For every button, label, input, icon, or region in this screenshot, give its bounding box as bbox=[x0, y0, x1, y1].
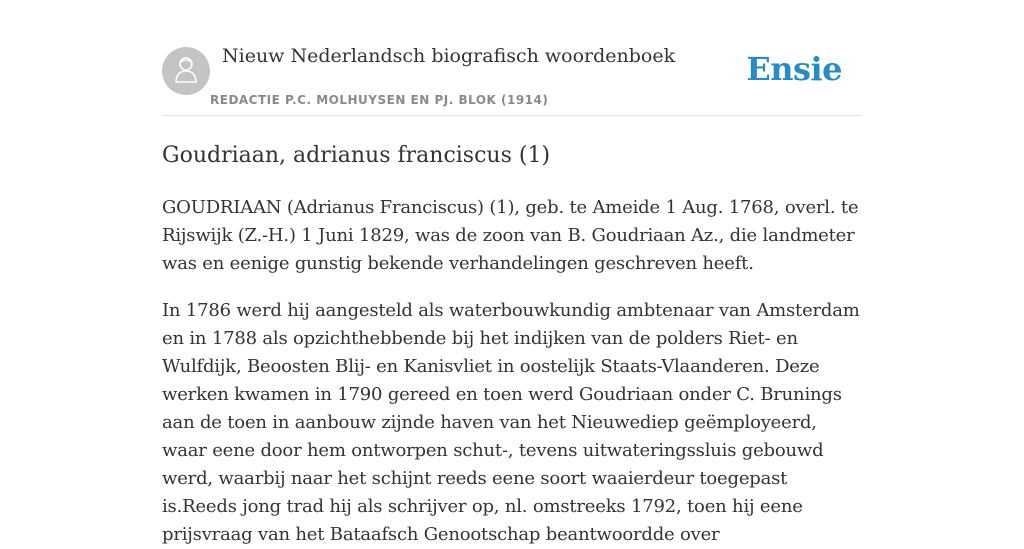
editors-subtitle: REDACTIE P.C. MOLHUYSEN EN PJ. BLOK (1914) bbox=[210, 93, 549, 107]
page bbox=[162, 0, 862, 549]
entry-paragraph: GOUDRIAAN (Adrianus Franciscus) (1), geb. te Ameide 1 Aug. 1768, overl. te Rijswijk (Z.-H.) 1 Juni 1829, was de zoon van B. Goudriaan Az., die landmeter was en eenige gunstig bekende verhandelingen geschreven heeft. bbox=[162, 197, 859, 274]
user-icon bbox=[173, 55, 199, 87]
header bbox=[162, 0, 862, 116]
entry-paragraph: In 1786 werd hij aangesteld als waterbouwkundig ambtenaar van Amsterdam en in 1788 als opzichthebbende bij het indijken van de polders Riet- en Wulfdijk, Beoosten Blij- en Kanisvliet in oostelijk Staats-Vlaanderen. Deze werken kwamen in 1790 gereed en toen werd Goudriaan onder C. Brunings aan de toen in aanbouw zijnde haven van het Nieuwediep geëmployeerd, waar eene door hem ontworpen schut-, tevens uitwateringssluis gebouwd werd, waarbij naar het schijnt reeds eene soort waaierdeur toegepast is.Reeds jong trad hij als schrijver op, nl. omstreeks 1792, toen hij eene prijsvraag van het Bataafsch Genootschap beantwoordde over bbox=[162, 300, 860, 545]
book-title[interactable]: Nieuw Nederlandsch biografisch woordenboek bbox=[222, 45, 676, 67]
avatar[interactable] bbox=[162, 47, 210, 95]
entry-title: Goudriaan, adrianus franciscus (1) bbox=[162, 143, 551, 168]
ensie-logo[interactable]: Ensie bbox=[746, 50, 842, 88]
